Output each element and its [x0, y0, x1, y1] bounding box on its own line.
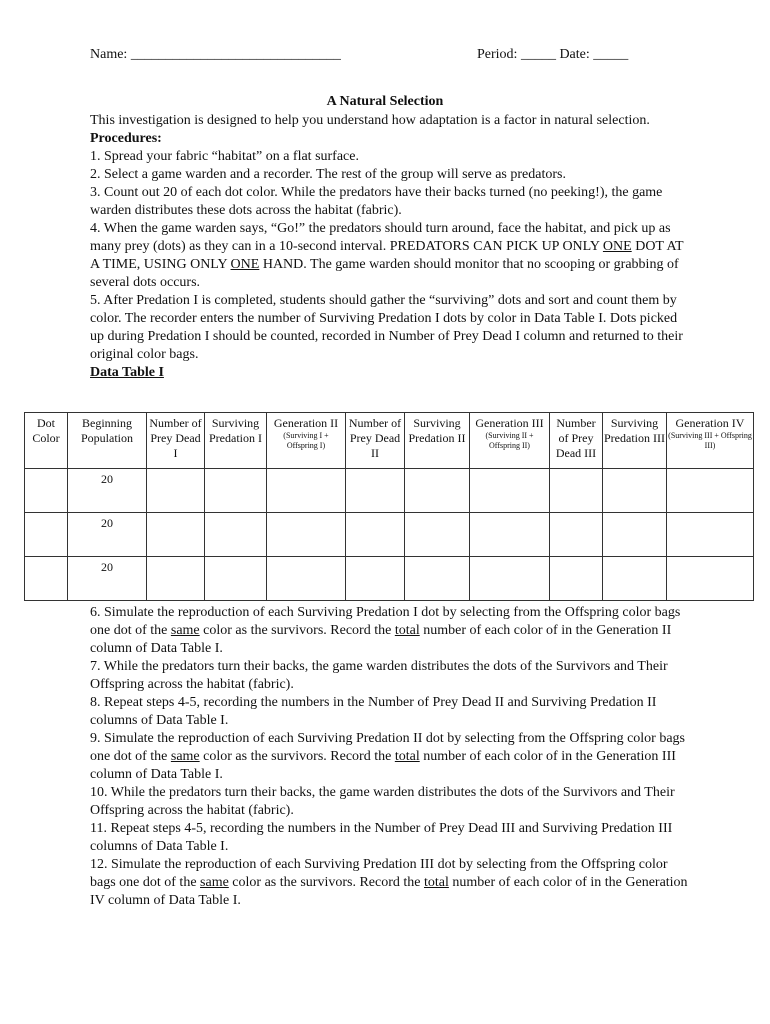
column-header-note: (Surviving III + Offspring III) [668, 431, 752, 450]
table-cell[interactable] [470, 557, 550, 601]
table-cell[interactable] [147, 469, 205, 513]
column-header [470, 413, 550, 469]
table-cell[interactable]: 20 [68, 513, 147, 557]
table-cell[interactable] [603, 469, 667, 513]
table-cell[interactable] [147, 513, 205, 557]
step-5: 5. After Predation I is completed, students should gather the “surviving” dots and sort and count them by color. The recorder enters the number of Surviving Predation I dots by color in Data Table I. Dots picked up during Predation I should be counted, recorded in Number of Prey Dead I column and returned to their original color bags. [90, 293, 683, 362]
step-4-emphasis-one-hand: ONE [230, 257, 260, 272]
step-9-text-b: color as the survivors. Record the [199, 749, 395, 764]
step-4-text-b: DOT AT A TIME, USING ONLY [90, 239, 684, 272]
step-11: 11. Repeat steps 4-5, recording the numbers in the Number of Prey Dead III and Surviving Predation III columns of Data Table I. [90, 821, 673, 854]
table-row [25, 557, 754, 601]
table-cell[interactable] [25, 513, 68, 557]
column-header-note: (Surviving II + Offspring II) [485, 431, 534, 450]
step-8: 8. Repeat steps 4-5, recording the numbers in the Number of Prey Dead II and Surviving Predation II columns of Data Table I. [90, 695, 657, 728]
table-cell[interactable] [667, 557, 754, 601]
column-header-label: Number of Prey Dead II [348, 416, 402, 460]
table-cell[interactable] [470, 513, 550, 557]
table-cell[interactable] [550, 557, 603, 601]
column-header [267, 413, 346, 469]
step-9-emphasis-total: total [394, 749, 420, 764]
column-header-label: Beginning Population [80, 416, 133, 445]
column-header [147, 413, 205, 469]
column-header-label: Surviving Predation II [408, 416, 466, 445]
step-6-text-a: 6. Simulate the reproduction of each Surviving Predation I dot by selecting from the Offspring color bags one dot of the [90, 605, 681, 638]
step-12-emphasis-total: total [423, 875, 449, 890]
column-header-label: Surviving Predation I [209, 416, 262, 445]
table-cell[interactable] [346, 469, 405, 513]
step-6-text-b: color as the survivors. Record the [199, 623, 395, 638]
table-cell[interactable] [667, 469, 754, 513]
column-header-label: Generation II [273, 416, 339, 430]
step-12-text-a: 12. Simulate the reproduction of each Surviving Predation III dot by selecting from the Offspring color bags one dot of the [90, 857, 668, 890]
step-9-text-a: 9. Simulate the reproduction of each Surviving Predation II dot by selecting from the Offspring color bags one dot of the [90, 731, 685, 764]
table-cell[interactable] [346, 513, 405, 557]
table-cell[interactable] [25, 557, 68, 601]
step-3: 3. Count out 20 of each dot color. While the predators have their backs turned (no peeking!), the game warden distributes these dots across the habitat (fabric). [90, 185, 663, 218]
table-cell[interactable] [405, 557, 470, 601]
table-cell[interactable] [405, 469, 470, 513]
column-header [667, 413, 754, 469]
column-header [405, 413, 470, 469]
table-cell[interactable] [603, 513, 667, 557]
step-6 [90, 604, 690, 658]
step-10: 10. While the predators turn their backs, the game warden distributes the dots of the Survivors and Their Offspring across the habitat (fabric). [90, 785, 675, 818]
column-header-label: Number of Prey Dead I [149, 416, 202, 460]
step-4-emphasis-one: ONE [602, 239, 632, 254]
table-cell[interactable] [205, 513, 267, 557]
procedures-heading: Procedures: [90, 131, 162, 146]
table-cell[interactable] [405, 513, 470, 557]
step-4 [90, 220, 690, 292]
intro-section [90, 112, 690, 382]
table-cell[interactable]: 20 [68, 469, 147, 513]
table-cell[interactable] [603, 557, 667, 601]
step-6-emphasis-total: total [394, 623, 420, 638]
table-cell[interactable] [267, 513, 346, 557]
table-header-row [25, 413, 754, 469]
table-cell[interactable] [667, 513, 754, 557]
column-header-note: (Surviving I + Offspring I) [283, 431, 329, 450]
step-2: 2. Select a game warden and a recorder. The rest of the group will serve as predators. [90, 167, 566, 182]
step-9-emphasis-same: same [170, 749, 200, 764]
column-header [25, 413, 68, 469]
step-7: 7. While the predators turn their backs, the game warden distributes the dots of the Survivors and Their Offspring across the habitat (fabric). [90, 659, 668, 692]
table-cell[interactable] [470, 469, 550, 513]
step-4-text-c: HAND. The game warden should monitor that no scooping or grabbing of several dots occurs. [90, 257, 679, 290]
period-date-line[interactable]: Period: _____ Date: _____ [477, 47, 629, 62]
table-cell[interactable] [550, 513, 603, 557]
page-title: A Natural Selection [326, 94, 444, 109]
column-header-label: Generation IV [675, 416, 745, 430]
step-6-text-c: number of each color of in the Generation II column of Data Table I. [90, 623, 672, 656]
column-header-label: Dot Color [32, 416, 60, 445]
step-4-text-a: 4. When the game warden says, “Go!” the predators should turn around, face the habitat, and pick up as many prey (dots) as they can in a 10-second interval. PREDATORS CAN PICK UP ONLY [90, 221, 671, 254]
table-cell[interactable] [25, 469, 68, 513]
column-header [346, 413, 405, 469]
column-header [205, 413, 267, 469]
data-table [24, 412, 754, 601]
table-cell[interactable]: 20 [68, 557, 147, 601]
table-cell[interactable] [267, 557, 346, 601]
table-row [25, 513, 754, 557]
column-header [550, 413, 603, 469]
later-steps-section [90, 604, 690, 910]
table-row [25, 469, 754, 513]
table-cell[interactable] [346, 557, 405, 601]
table-cell[interactable] [205, 469, 267, 513]
column-header [603, 413, 667, 469]
table-cell[interactable] [147, 557, 205, 601]
step-1: 1. Spread your fabric “habitat” on a flat surface. [90, 149, 359, 164]
step-12 [90, 856, 690, 910]
table-title: Data Table I [90, 365, 164, 380]
step-12-emphasis-same: same [200, 875, 229, 890]
table-cell[interactable] [205, 557, 267, 601]
step-9-text-c: number of each color of in the Generation III column of Data Table I. [90, 749, 676, 782]
intro-text: This investigation is designed to help you understand how adaptation is a factor in natural selection. [90, 113, 650, 128]
step-6-emphasis-same: same [170, 623, 200, 638]
table-cell[interactable] [550, 469, 603, 513]
column-header-label: Number of Prey Dead III [555, 416, 597, 460]
column-header-label: Generation III [475, 416, 544, 430]
step-12-text-c: number of each color of in the Generation IV column of Data Table I. [90, 875, 688, 908]
name-field-line[interactable]: Name: ______________________________ [90, 47, 341, 62]
step-9 [90, 730, 690, 784]
column-header-label: Surviving Predation III [604, 416, 665, 445]
column-header [68, 413, 147, 469]
table-cell[interactable] [267, 469, 346, 513]
step-12-text-b: color as the survivors. Record the [228, 875, 424, 890]
